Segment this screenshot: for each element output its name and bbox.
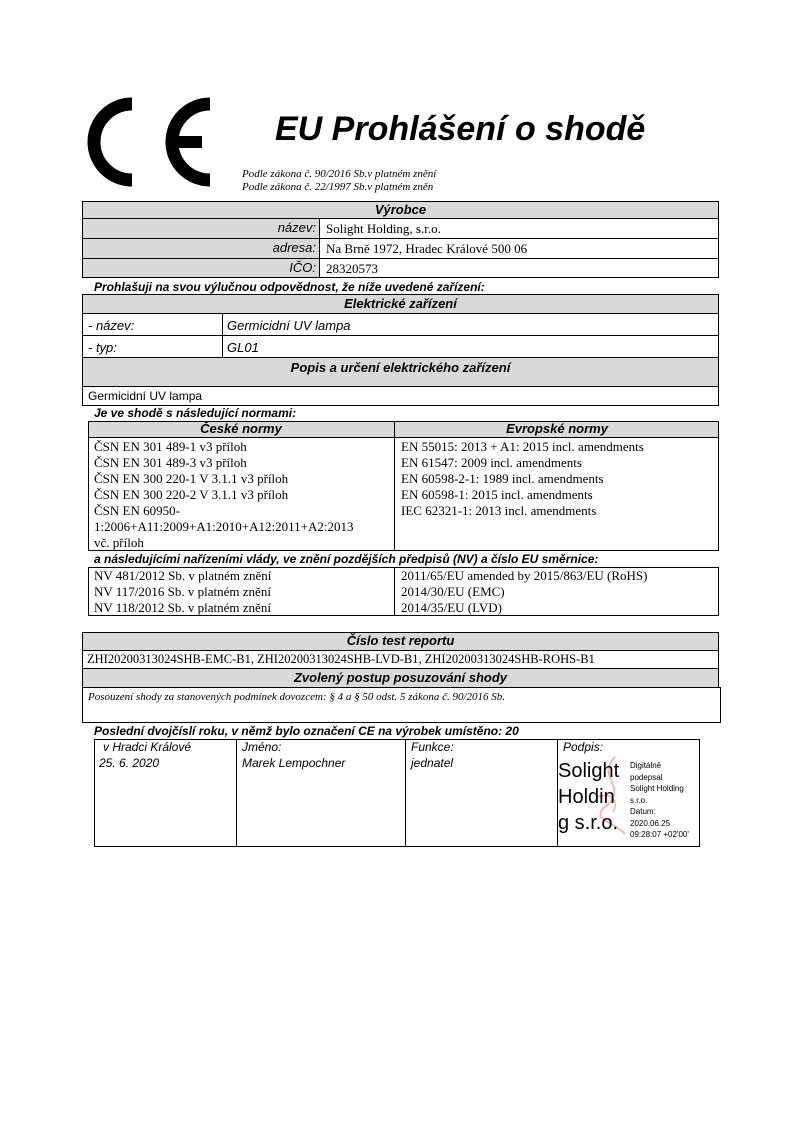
signer-line: Solight <box>558 760 620 782</box>
manufacturer-address-label: adresa: <box>272 240 316 255</box>
eu-directive-item: 2014/35/EU (LVD) <box>401 600 502 615</box>
manufacturer-name-label: název: <box>277 220 316 235</box>
european-norm-item: EN 61547: 2009 incl. amendments <box>401 455 582 470</box>
device-header: Elektrické zařízení <box>344 296 457 311</box>
czech-norm-item: ČSN EN 301 489-3 v3 příloh <box>94 455 247 470</box>
device-description-header-cell <box>82 357 719 387</box>
digital-line: 2020.06.25 <box>630 818 671 828</box>
procedure-header: Zvolený postup posuzování shody <box>293 670 508 685</box>
device-description: Germicidní UV lampa <box>88 389 203 403</box>
czech-norm-item: ČSN EN 301 489-1 v3 příloh <box>94 439 247 454</box>
digital-line: 09:28:07 +02'00' <box>630 830 689 839</box>
manufacturer-ico-value: 28320573 <box>326 261 378 276</box>
regulations-intro: a následujícími nařízeními vlády, ve znění pozdějších předpisů (NV) a číslo EU směrnice: <box>94 552 599 566</box>
device-description-header: Popis a určení elektrického zařízení <box>290 360 511 375</box>
manufacturer-name-value: Solight Holding, s.r.o. <box>326 221 441 236</box>
nv-item: NV 481/2012 Sb. v platném znění <box>94 568 272 583</box>
procedure-value: Posouzení shody za stanovených podmínek dovozcem: § 4 a § 50 odst. 5 zákona č. 90/2016 Sb. <box>88 691 506 703</box>
nv-item: NV 117/2016 Sb. v platném znění <box>94 584 271 599</box>
digital-signer-name <box>558 758 619 836</box>
signature-date: 25. 6. 2020 <box>99 756 160 770</box>
function-label: Funkce: <box>411 740 454 754</box>
european-norm-item: EN 55015: 2013 + A1: 2015 incl. amendments <box>401 439 644 454</box>
manufacturer-address-value: Na Brně 1972, Hradec Králové 500 06 <box>326 241 528 256</box>
ce-year-line: Poslední dvojčíslí roku, v němž bylo označení CE na výrobek umístěno: 20 <box>94 724 519 738</box>
eu-directive-list <box>401 568 648 616</box>
test-report-value: ZHI20200313024SHB-EMC-B1, ZHI20200313024SHB-LVD-B1, ZHI20200313024SHB-ROHS-B1 <box>87 652 595 666</box>
european-norm-item: IEC 62321-1: 2013 incl. amendments <box>401 503 597 518</box>
device-name-label: - název: <box>88 318 135 333</box>
eu-directive-item: 2011/65/EU amended by 2015/863/EU (RoHS) <box>401 568 648 583</box>
declaration-line: Prohlašuji na svou výlučnou odpovědnost, že níže uvedené zařízení: <box>94 280 485 294</box>
digital-line: s.r.o. <box>630 795 648 805</box>
manufacturer-header-cell <box>82 201 719 219</box>
name-label: Jméno: <box>242 740 282 754</box>
test-report-header: Číslo test reportu <box>346 633 455 648</box>
eu-directive-item: 2014/30/EU (EMC) <box>401 584 505 599</box>
law-line-1: Podle zákona č. 90/2016 Sb.v platném znění <box>242 168 437 180</box>
device-name-value: Germicidní UV lampa <box>227 318 351 333</box>
czech-norm-item: vč. příloh <box>94 535 144 550</box>
nv-list <box>94 568 271 616</box>
czech-norms-list <box>94 439 353 551</box>
nv-item: NV 118/2012 Sb. v platném znění <box>94 600 271 615</box>
page-title: EU Prohlášení o shodě <box>275 110 646 148</box>
signer-name: Marek Lempochner <box>242 756 346 770</box>
digital-line: podepsal <box>630 772 663 782</box>
ce-mark-logo <box>86 96 216 188</box>
european-norms-list <box>401 439 644 519</box>
manufacturer-header: Výrobce <box>374 202 427 217</box>
czech-norm-item: ČSN EN 60950- <box>94 503 180 518</box>
digital-line: Digitálně <box>630 761 662 770</box>
european-norms-header: Evropské normy <box>506 421 608 436</box>
european-norm-item: EN 60598-1: 2015 incl. amendments <box>401 487 593 502</box>
signature-label: Podpis: <box>563 740 604 754</box>
digital-line: Datum: <box>630 807 656 816</box>
signer-line: Holdin <box>558 786 615 808</box>
czech-norms-header: České normy <box>200 421 282 436</box>
test-report-header-cell <box>82 632 719 651</box>
procedure-header-cell <box>82 668 719 688</box>
device-type-label: - typ: <box>88 340 117 355</box>
signer-function: jednatel <box>411 756 454 770</box>
law-line-2: Podle zákona č. 22/1997 Sb.v platném zněn <box>242 181 434 193</box>
digital-line: Solight Holding <box>630 784 684 793</box>
device-type-value: GL01 <box>227 340 259 355</box>
european-norm-item: EN 60598-2-1: 1989 incl. amendments <box>401 471 604 486</box>
czech-norm-item: ČSN EN 300 220-2 V 3.1.1 v3 příloh <box>94 487 289 502</box>
place-label: v Hradci Králové <box>103 740 192 754</box>
czech-norm-item: 1:2006+A11:2009+A1:2010+A12:2011+A2:2013 <box>94 519 354 534</box>
signer-line: g s.r.o. <box>558 812 619 834</box>
device-header-cell <box>82 294 719 314</box>
norms-intro: Je ve shodě s následující normami: <box>94 406 297 420</box>
manufacturer-ico-label: IČO: <box>289 260 316 275</box>
czech-norm-item: ČSN EN 300 220-1 V 3.1.1 v3 příloh <box>94 471 289 486</box>
digital-signature-details <box>630 760 689 841</box>
